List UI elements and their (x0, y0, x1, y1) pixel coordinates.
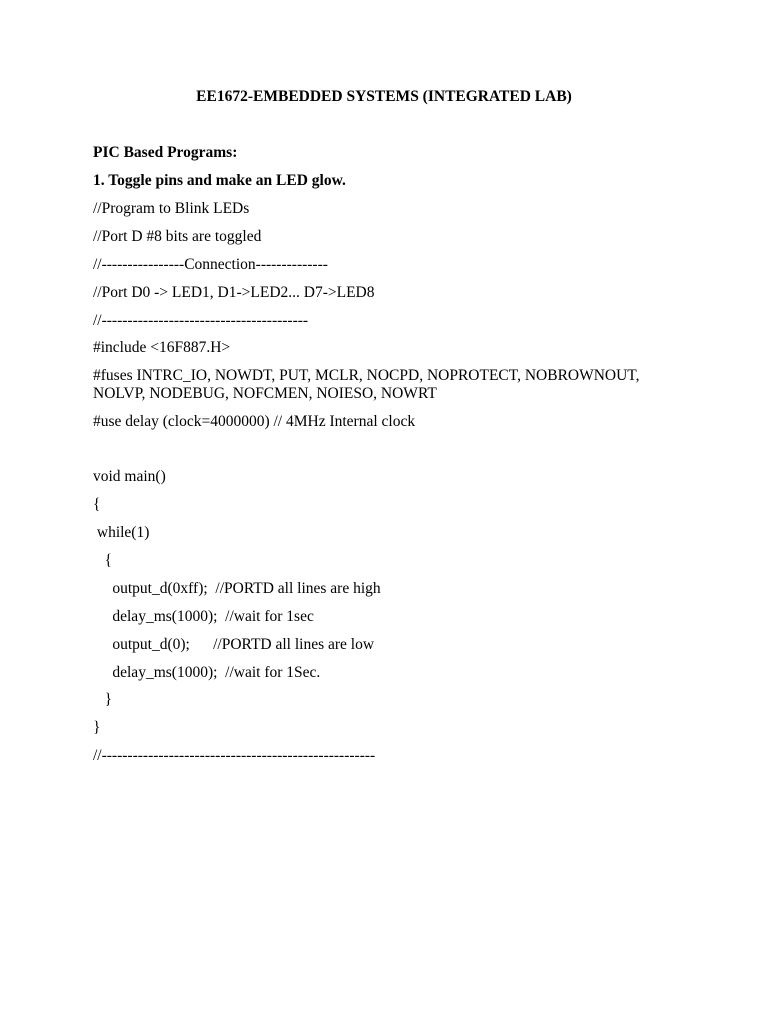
code-statement-line: delay_ms(1000); //wait for 1sec (93, 608, 314, 625)
code-statement-line: output_d(0); //PORTD all lines are low (93, 636, 375, 653)
code-delay-directive-line: #use delay (clock=4000000) // 4MHz Internal clock (93, 413, 416, 430)
section-heading: PIC Based Programs: (93, 144, 238, 161)
code-include-line: #include <16F887.H> (93, 339, 231, 356)
code-main-declaration-line: void main() (93, 468, 166, 485)
code-separator-line: //----------------------------------------------------- (93, 747, 376, 764)
code-brace-line: } (93, 691, 113, 708)
code-comment-line: //Program to Blink LEDs (93, 200, 250, 217)
document-title: EE1672-EMBEDDED SYSTEMS (INTEGRATED LAB) (196, 88, 572, 105)
code-separator-line: //----------------Connection-------------- (93, 256, 328, 273)
code-statement-line: delay_ms(1000); //wait for 1Sec. (93, 664, 321, 681)
code-fuses-line: #fuses INTRC_IO, NOWDT, PUT, MCLR, NOCPD, NOPROTECT, NOBROWNOUT, (93, 367, 640, 384)
code-brace-line: } (93, 719, 101, 736)
code-fuses-continuation-line: NOLVP, NODEBUG, NOFCMEN, NOIESO, NOWRT (93, 385, 437, 402)
code-comment-line: //Port D0 -> LED1, D1->LED2... D7->LED8 (93, 284, 375, 301)
code-comment-line: //Port D #8 bits are toggled (93, 228, 262, 245)
code-statement-line: output_d(0xff); //PORTD all lines are high (93, 580, 381, 597)
exercise-heading: 1. Toggle pins and make an LED glow. (93, 172, 346, 189)
code-while-line: while(1) (93, 524, 150, 541)
code-brace-line: { (93, 552, 113, 569)
code-brace-line: { (93, 496, 101, 513)
code-separator-line: //---------------------------------------- (93, 312, 309, 329)
